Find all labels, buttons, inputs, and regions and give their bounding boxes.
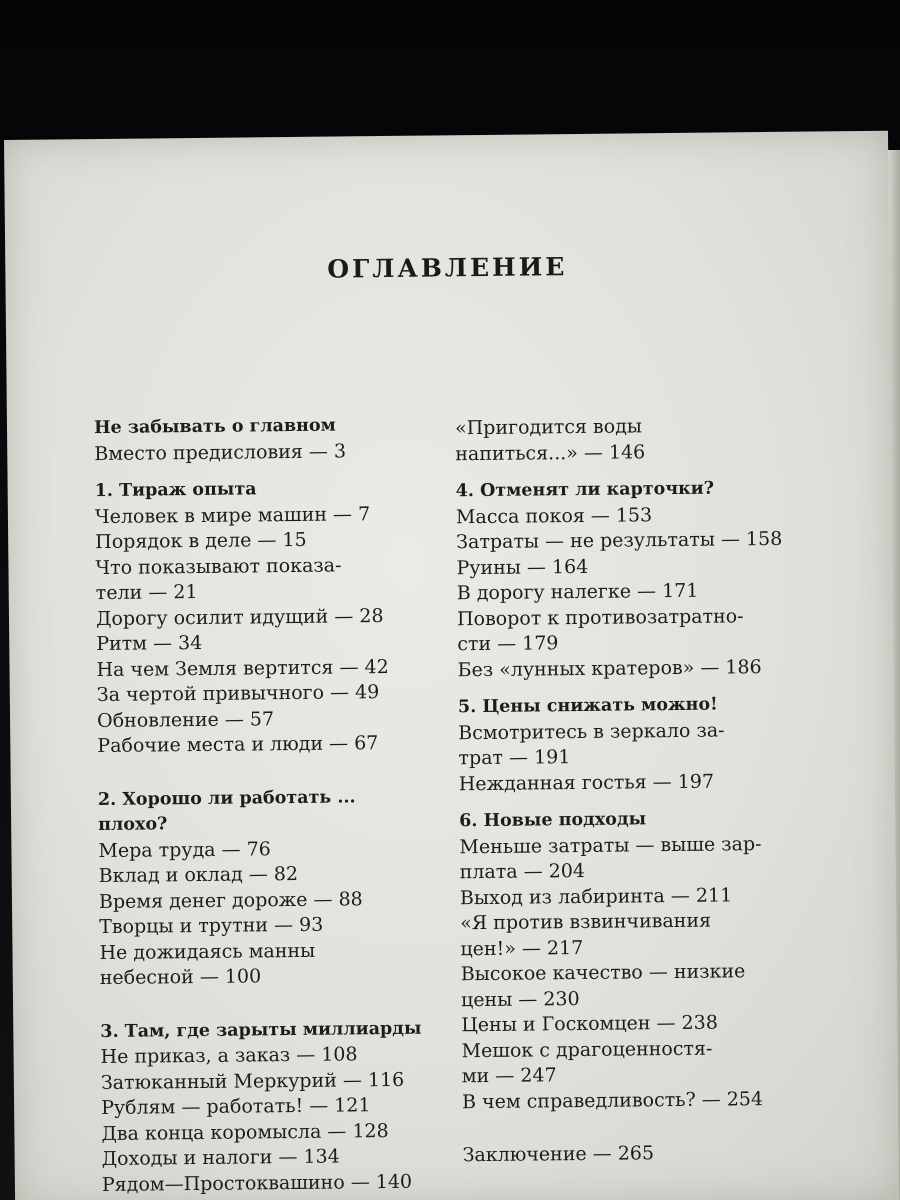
toc-entry: Порядок в деле — 15	[95, 528, 307, 554]
toc-entry: Масса покоя — 153	[455, 503, 653, 528]
toc-entry: трат — 191	[458, 746, 571, 770]
toc-right-column	[455, 412, 863, 1169]
toc-entry: «Пригодится воды	[454, 415, 643, 440]
toc-entry: Заключение — 265	[462, 1142, 655, 1167]
toc-entry: цены — 230	[460, 987, 580, 1011]
toc-entry: Выход из лабиринта — 211	[459, 883, 733, 909]
toc-entry: Творцы и трутни — 93	[99, 913, 324, 939]
toc-entry: Не дожидаясь манны	[99, 939, 316, 964]
toc-entry: Затраты — не результаты — 158	[456, 527, 783, 554]
toc-entry: Рядом—Простоквашино — 140	[101, 1170, 413, 1196]
toc-section-heading: плохо?	[98, 814, 168, 836]
toc-entry: Нежданная гостья — 197	[458, 770, 715, 795]
toc-entry: На чем Земля вертится — 42	[96, 655, 389, 681]
toc-entry: плата — 204	[459, 859, 586, 884]
toc-entry: Что показывают показа-	[95, 553, 342, 579]
toc-entry: Без «лунных кратеров» — 186	[457, 655, 762, 681]
toc-entry: Меньше затраты — выше зар-	[459, 832, 762, 858]
toc-entry: ми — 247	[461, 1064, 557, 1088]
toc-entry: тели — 21	[95, 580, 198, 605]
toc-entry: Вклад и оклад — 82	[98, 862, 299, 888]
toc-section-heading: 6. Новые подходы	[459, 809, 647, 832]
toc-entry: Вместо предисловия — 3	[94, 439, 347, 465]
toc-section-heading: 3. Там, где зарыты миллиарды	[100, 1018, 422, 1042]
toc-entry: Рублям — работать! — 121	[101, 1094, 371, 1120]
toc-entry: Доходы и налоги — 134	[101, 1145, 340, 1171]
toc-entry: Руины — 164	[456, 555, 589, 579]
toc-entry: небесной — 100	[99, 965, 262, 990]
toc-entry: цен!» — 217	[460, 936, 584, 960]
toc-entry: В дорогу налегке — 171	[456, 579, 699, 605]
toc-entry: сти — 179	[457, 632, 559, 656]
page-title: ОГЛАВЛЕНИЕ	[327, 252, 568, 284]
toc-entry: Рабочие места и люди — 67	[97, 732, 379, 758]
toc-entry: Дорогу осилит идущий — 28	[95, 604, 384, 630]
toc-entry: Цены и Госкомцен — 238	[461, 1011, 718, 1037]
toc-entry: В чем справедливость? — 254	[461, 1087, 764, 1113]
toc-entry: Не приказ, а заказ — 108	[100, 1043, 358, 1069]
toc-entry: Обновление — 57	[96, 707, 275, 732]
section-gap	[462, 1111, 862, 1143]
toc-entry: Мера труда — 76	[98, 837, 271, 862]
toc-entry: напиться...» — 146	[455, 440, 646, 465]
toc-entry: Высокое качество — низкие	[460, 960, 746, 986]
toc-entry: За чертой привычного — 49	[96, 681, 380, 707]
section-gap	[100, 988, 440, 1020]
toc-entry: Человек в мире машин — 7	[94, 502, 371, 528]
toc-section-heading: 5. Цены снижать можно!	[457, 694, 718, 718]
toc-left-column	[94, 413, 442, 1199]
toc-entry: Затюканный Меркурий — 116	[100, 1068, 405, 1094]
toc-section-heading: Не забывать о главном	[93, 415, 336, 439]
toc-entry: Мешок с драгоценностя-	[461, 1037, 713, 1062]
page-content	[4, 131, 899, 1200]
toc-entry: Поворот к противозатратно-	[456, 604, 744, 630]
book-page	[4, 131, 899, 1200]
toc-entry: «Я против взвинчивания	[460, 909, 712, 935]
toc-entry: Два конца коромысла — 128	[101, 1119, 389, 1145]
toc-section-heading: 4. Отменят ли карточки?	[455, 478, 715, 502]
toc-section-heading: 2. Хорошо ли работать ...	[97, 786, 356, 810]
toc-section-heading: 1. Тираж опыта	[94, 479, 257, 502]
toc-entry: Всмотритесь в зеркало за-	[458, 718, 725, 744]
section-gap	[97, 756, 437, 788]
toc-entry: Время денег дороже — 88	[98, 887, 363, 913]
toc-entry: Ритм — 34	[96, 631, 203, 656]
